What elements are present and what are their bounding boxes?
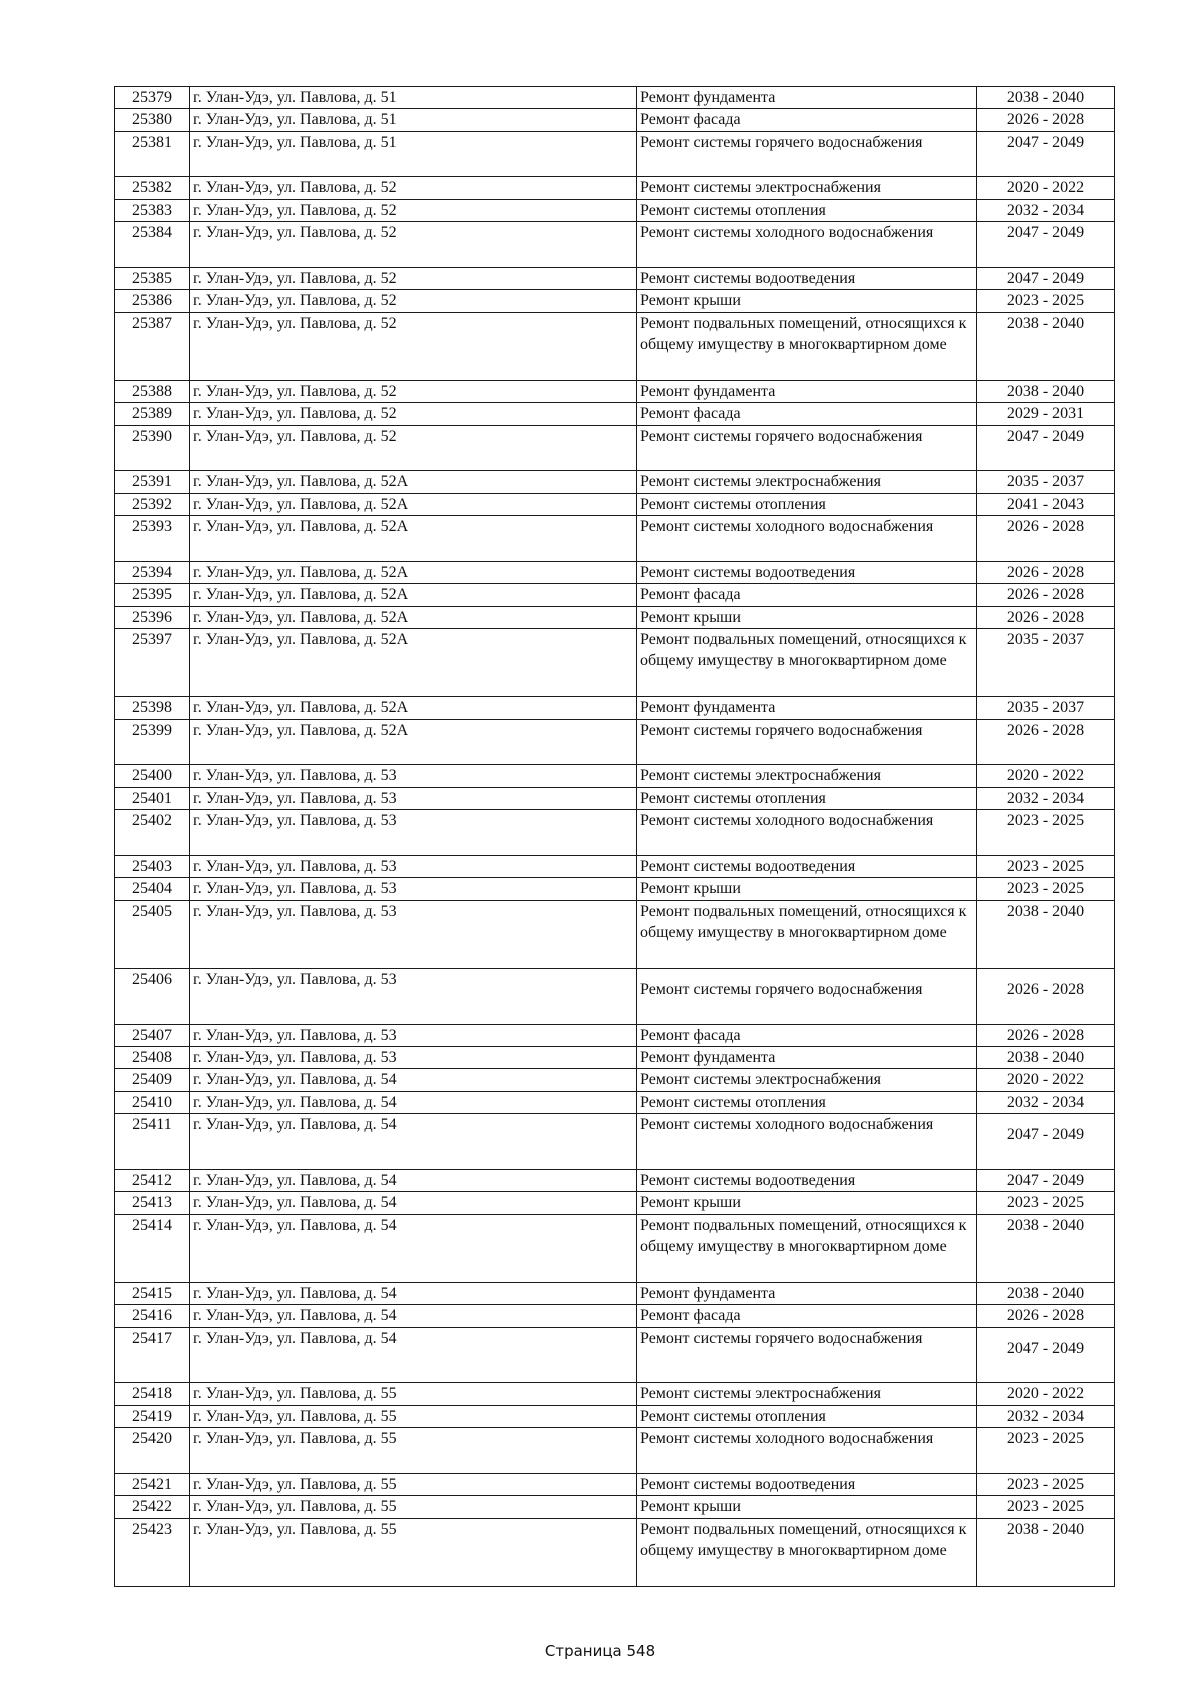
period-cell: 2023 - 2025: [977, 1473, 1115, 1495]
work-type-cell: Ремонт системы электроснабжения: [637, 1069, 977, 1091]
table-row: [115, 403, 1115, 425]
row-id-cell: 25418: [115, 1383, 190, 1405]
row-id-cell: 25419: [115, 1405, 190, 1427]
row-id-cell: 25389: [115, 403, 190, 425]
period-cell: 2032 - 2034: [977, 1405, 1115, 1427]
row-id-cell: 25421: [115, 1473, 190, 1495]
table-row: [115, 584, 1115, 606]
table-row: [115, 1283, 1115, 1305]
page-number: Страница 548: [544, 1642, 656, 1660]
address-cell: г. Улан-Удэ, ул. Павлова, д. 55: [190, 1518, 637, 1586]
row-id-cell: 25405: [115, 900, 190, 968]
period-cell: 2026 - 2028: [977, 561, 1115, 583]
work-type-cell: Ремонт системы отопления: [637, 1405, 977, 1427]
address-cell: г. Улан-Удэ, ул. Павлова, д. 52: [190, 222, 637, 268]
repair-schedule-table: [114, 86, 1115, 1587]
address-cell: г. Улан-Удэ, ул. Павлова, д. 52: [190, 267, 637, 289]
row-id-cell: 25386: [115, 290, 190, 312]
period-cell: 2032 - 2034: [977, 1091, 1115, 1113]
period-cell: 2020 - 2022: [977, 1069, 1115, 1091]
row-id-cell: 25382: [115, 177, 190, 199]
period-cell: 2032 - 2034: [977, 787, 1115, 809]
period-cell: 2038 - 2040: [977, 1047, 1115, 1069]
work-type-cell: Ремонт системы отопления: [637, 199, 977, 221]
row-id-cell: 25414: [115, 1214, 190, 1282]
table-row: [115, 471, 1115, 493]
address-cell: г. Улан-Удэ, ул. Павлова, д. 52А: [190, 606, 637, 628]
row-id-cell: 25391: [115, 471, 190, 493]
table-row: [115, 1405, 1115, 1427]
address-cell: г. Улан-Удэ, ул. Павлова, д. 53: [190, 810, 637, 856]
work-type-cell: Ремонт системы водоотведения: [637, 855, 977, 877]
table-row: [115, 290, 1115, 312]
period-cell: 2026 - 2028: [977, 606, 1115, 628]
work-type-cell: Ремонт системы водоотведения: [637, 1169, 977, 1191]
address-cell: г. Улан-Удэ, ул. Павлова, д. 52А: [190, 516, 637, 562]
table-row: [115, 1383, 1115, 1405]
work-type-cell: Ремонт фасада: [637, 403, 977, 425]
address-cell: г. Улан-Удэ, ул. Павлова, д. 54: [190, 1214, 637, 1282]
address-cell: г. Улан-Удэ, ул. Павлова, д. 51: [190, 87, 637, 109]
table-body: [115, 87, 1115, 1587]
address-cell: г. Улан-Удэ, ул. Павлова, д. 54: [190, 1327, 637, 1383]
table-row: [115, 177, 1115, 199]
address-cell: г. Улан-Удэ, ул. Павлова, д. 54: [190, 1305, 637, 1327]
table-row: [115, 425, 1115, 471]
address-cell: г. Улан-Удэ, ул. Павлова, д. 52А: [190, 493, 637, 515]
address-cell: г. Улан-Удэ, ул. Павлова, д. 51: [190, 131, 637, 177]
address-cell: г. Улан-Удэ, ул. Павлова, д. 52: [190, 177, 637, 199]
address-cell: г. Улан-Удэ, ул. Павлова, д. 54: [190, 1169, 637, 1191]
work-type-cell: Ремонт системы горячего водоснабжения: [637, 131, 977, 177]
row-id-cell: 25387: [115, 312, 190, 380]
row-id-cell: 25384: [115, 222, 190, 268]
table-row: [115, 1428, 1115, 1474]
period-cell: 2023 - 2025: [977, 855, 1115, 877]
row-id-cell: 25420: [115, 1428, 190, 1474]
period-cell: 2041 - 2043: [977, 493, 1115, 515]
work-type-cell: Ремонт подвальных помещений, относящихся к общему имуществу в многоквартирном доме: [637, 900, 977, 968]
row-id-cell: 25383: [115, 199, 190, 221]
row-id-cell: 25402: [115, 810, 190, 856]
work-type-cell: Ремонт фундамента: [637, 87, 977, 109]
address-cell: г. Улан-Удэ, ул. Павлова, д. 55: [190, 1383, 637, 1405]
work-type-cell: Ремонт системы горячего водоснабжения: [637, 969, 977, 1025]
work-type-cell: Ремонт крыши: [637, 606, 977, 628]
table-row: [115, 1305, 1115, 1327]
period-cell: 2020 - 2022: [977, 765, 1115, 787]
work-type-cell: Ремонт системы холодного водоснабжения: [637, 516, 977, 562]
period-cell: 2047 - 2049: [977, 222, 1115, 268]
address-cell: г. Улан-Удэ, ул. Павлова, д. 52А: [190, 471, 637, 493]
period-cell: 2038 - 2040: [977, 1214, 1115, 1282]
table-row: [115, 222, 1115, 268]
address-cell: г. Улан-Удэ, ул. Павлова, д. 54: [190, 1069, 637, 1091]
period-cell: 2023 - 2025: [977, 290, 1115, 312]
work-type-cell: Ремонт фундамента: [637, 381, 977, 403]
address-cell: г. Улан-Удэ, ул. Павлова, д. 52: [190, 199, 637, 221]
row-id-cell: 25395: [115, 584, 190, 606]
table-row: [115, 561, 1115, 583]
work-type-cell: Ремонт фундамента: [637, 697, 977, 719]
row-id-cell: 25406: [115, 969, 190, 1025]
table-row: [115, 1047, 1115, 1069]
row-id-cell: 25390: [115, 425, 190, 471]
table-row: [115, 606, 1115, 628]
row-id-cell: 25403: [115, 855, 190, 877]
address-cell: г. Улан-Удэ, ул. Павлова, д. 52: [190, 403, 637, 425]
period-cell: 2026 - 2028: [977, 969, 1115, 1025]
period-cell: 2047 - 2049: [977, 425, 1115, 471]
address-cell: г. Улан-Удэ, ул. Павлова, д. 55: [190, 1473, 637, 1495]
work-type-cell: Ремонт системы водоотведения: [637, 561, 977, 583]
work-type-cell: Ремонт системы электроснабжения: [637, 765, 977, 787]
work-type-cell: Ремонт крыши: [637, 290, 977, 312]
table-row: [115, 969, 1115, 1025]
period-cell: 2026 - 2028: [977, 1305, 1115, 1327]
address-cell: г. Улан-Удэ, ул. Павлова, д. 52А: [190, 561, 637, 583]
period-cell: 2047 - 2049: [977, 1169, 1115, 1191]
table-row: [115, 381, 1115, 403]
address-cell: г. Улан-Удэ, ул. Павлова, д. 53: [190, 787, 637, 809]
row-id-cell: 25410: [115, 1091, 190, 1113]
address-cell: г. Улан-Удэ, ул. Павлова, д. 52: [190, 290, 637, 312]
period-cell: 2047 - 2049: [977, 131, 1115, 177]
period-cell: 2023 - 2025: [977, 1192, 1115, 1214]
work-type-cell: Ремонт фасада: [637, 1024, 977, 1046]
row-id-cell: 25392: [115, 493, 190, 515]
table-row: [115, 1169, 1115, 1191]
table-row: [115, 516, 1115, 562]
row-id-cell: 25416: [115, 1305, 190, 1327]
address-cell: г. Улан-Удэ, ул. Павлова, д. 52: [190, 312, 637, 380]
period-cell: 2035 - 2037: [977, 471, 1115, 493]
row-id-cell: 25400: [115, 765, 190, 787]
row-id-cell: 25417: [115, 1327, 190, 1383]
work-type-cell: Ремонт подвальных помещений, относящихся к общему имуществу в многоквартирном доме: [637, 629, 977, 697]
table-row: [115, 312, 1115, 380]
row-id-cell: 25385: [115, 267, 190, 289]
table-row: [115, 493, 1115, 515]
address-cell: г. Улан-Удэ, ул. Павлова, д. 51: [190, 109, 637, 131]
work-type-cell: Ремонт системы отопления: [637, 493, 977, 515]
table-row: [115, 697, 1115, 719]
address-cell: г. Улан-Удэ, ул. Павлова, д. 54: [190, 1114, 637, 1170]
work-type-cell: Ремонт крыши: [637, 1496, 977, 1518]
table-row: [115, 1496, 1115, 1518]
table-row: [115, 1024, 1115, 1046]
table-row: [115, 1091, 1115, 1113]
work-type-cell: Ремонт фасада: [637, 109, 977, 131]
address-cell: г. Улан-Удэ, ул. Павлова, д. 53: [190, 878, 637, 900]
period-cell: 2047 - 2049: [977, 267, 1115, 289]
period-cell: 2038 - 2040: [977, 900, 1115, 968]
period-cell: 2026 - 2028: [977, 516, 1115, 562]
row-id-cell: 25398: [115, 697, 190, 719]
period-cell: 2029 - 2031: [977, 403, 1115, 425]
period-cell: 2047 - 2049: [977, 1327, 1115, 1383]
table-row: [115, 787, 1115, 809]
address-cell: г. Улан-Удэ, ул. Павлова, д. 55: [190, 1428, 637, 1474]
work-type-cell: Ремонт системы горячего водоснабжения: [637, 719, 977, 765]
table-row: [115, 878, 1115, 900]
row-id-cell: 25388: [115, 381, 190, 403]
work-type-cell: Ремонт системы электроснабжения: [637, 177, 977, 199]
address-cell: г. Улан-Удэ, ул. Павлова, д. 52: [190, 425, 637, 471]
table-row: [115, 1192, 1115, 1214]
address-cell: г. Улан-Удэ, ул. Павлова, д. 52А: [190, 697, 637, 719]
work-type-cell: Ремонт фундамента: [637, 1047, 977, 1069]
period-cell: 2023 - 2025: [977, 1496, 1115, 1518]
work-type-cell: Ремонт подвальных помещений, относящихся к общему имуществу в многоквартирном доме: [637, 1214, 977, 1282]
table-row: [115, 1069, 1115, 1091]
work-type-cell: Ремонт системы электроснабжения: [637, 1383, 977, 1405]
period-cell: 2035 - 2037: [977, 697, 1115, 719]
work-type-cell: Ремонт фасада: [637, 584, 977, 606]
period-cell: 2047 - 2049: [977, 1114, 1115, 1170]
period-cell: 2035 - 2037: [977, 629, 1115, 697]
row-id-cell: 25380: [115, 109, 190, 131]
row-id-cell: 25423: [115, 1518, 190, 1586]
work-type-cell: Ремонт системы холодного водоснабжения: [637, 1428, 977, 1474]
work-type-cell: Ремонт системы холодного водоснабжения: [637, 222, 977, 268]
address-cell: г. Улан-Удэ, ул. Павлова, д. 54: [190, 1192, 637, 1214]
row-id-cell: 25412: [115, 1169, 190, 1191]
table-row: [115, 1114, 1115, 1170]
work-type-cell: Ремонт системы холодного водоснабжения: [637, 810, 977, 856]
address-cell: г. Улан-Удэ, ул. Павлова, д. 53: [190, 1047, 637, 1069]
period-cell: 2020 - 2022: [977, 1383, 1115, 1405]
address-cell: г. Улан-Удэ, ул. Павлова, д. 53: [190, 969, 637, 1025]
address-cell: г. Улан-Удэ, ул. Павлова, д. 52А: [190, 719, 637, 765]
work-type-cell: Ремонт фасада: [637, 1305, 977, 1327]
period-cell: 2023 - 2025: [977, 1428, 1115, 1474]
table-row: [115, 629, 1115, 697]
table-row: [115, 109, 1115, 131]
period-cell: 2026 - 2028: [977, 719, 1115, 765]
row-id-cell: 25415: [115, 1283, 190, 1305]
table-row: [115, 810, 1115, 856]
row-id-cell: 25407: [115, 1024, 190, 1046]
table-row: [115, 1473, 1115, 1495]
period-cell: 2038 - 2040: [977, 312, 1115, 380]
address-cell: г. Улан-Удэ, ул. Павлова, д. 55: [190, 1496, 637, 1518]
work-type-cell: Ремонт подвальных помещений, относящихся к общему имуществу в многоквартирном доме: [637, 312, 977, 380]
period-cell: 2038 - 2040: [977, 87, 1115, 109]
address-cell: г. Улан-Удэ, ул. Павлова, д. 54: [190, 1283, 637, 1305]
row-id-cell: 25394: [115, 561, 190, 583]
work-type-cell: Ремонт подвальных помещений, относящихся к общему имуществу в многоквартирном доме: [637, 1518, 977, 1586]
work-type-cell: Ремонт системы холодного водоснабжения: [637, 1114, 977, 1170]
table-row: [115, 1327, 1115, 1383]
row-id-cell: 25404: [115, 878, 190, 900]
period-cell: 2026 - 2028: [977, 584, 1115, 606]
work-type-cell: Ремонт системы отопления: [637, 787, 977, 809]
table-row: [115, 199, 1115, 221]
period-cell: 2026 - 2028: [977, 109, 1115, 131]
address-cell: г. Улан-Удэ, ул. Павлова, д. 53: [190, 900, 637, 968]
work-type-cell: Ремонт системы горячего водоснабжения: [637, 1327, 977, 1383]
table-row: [115, 131, 1115, 177]
period-cell: 2020 - 2022: [977, 177, 1115, 199]
row-id-cell: 25397: [115, 629, 190, 697]
address-cell: г. Улан-Удэ, ул. Павлова, д. 55: [190, 1405, 637, 1427]
row-id-cell: 25399: [115, 719, 190, 765]
address-cell: г. Улан-Удэ, ул. Павлова, д. 53: [190, 765, 637, 787]
table-row: [115, 1214, 1115, 1282]
table-row: [115, 1518, 1115, 1586]
table-row: [115, 87, 1115, 109]
work-type-cell: Ремонт системы горячего водоснабжения: [637, 425, 977, 471]
row-id-cell: 25381: [115, 131, 190, 177]
address-cell: г. Улан-Удэ, ул. Павлова, д. 53: [190, 855, 637, 877]
table-row: [115, 719, 1115, 765]
period-cell: 2038 - 2040: [977, 381, 1115, 403]
address-cell: г. Улан-Удэ, ул. Павлова, д. 52: [190, 381, 637, 403]
row-id-cell: 25409: [115, 1069, 190, 1091]
address-cell: г. Улан-Удэ, ул. Павлова, д. 53: [190, 1024, 637, 1046]
work-type-cell: Ремонт системы водоотведения: [637, 267, 977, 289]
row-id-cell: 25396: [115, 606, 190, 628]
period-cell: 2032 - 2034: [977, 199, 1115, 221]
row-id-cell: 25408: [115, 1047, 190, 1069]
table-row: [115, 267, 1115, 289]
work-type-cell: Ремонт системы отопления: [637, 1091, 977, 1113]
work-type-cell: Ремонт фундамента: [637, 1283, 977, 1305]
row-id-cell: 25401: [115, 787, 190, 809]
period-cell: 2023 - 2025: [977, 810, 1115, 856]
period-cell: 2038 - 2040: [977, 1283, 1115, 1305]
period-cell: 2026 - 2028: [977, 1024, 1115, 1046]
work-type-cell: Ремонт крыши: [637, 1192, 977, 1214]
row-id-cell: 25393: [115, 516, 190, 562]
table-row: [115, 855, 1115, 877]
row-id-cell: 25411: [115, 1114, 190, 1170]
address-cell: г. Улан-Удэ, ул. Павлова, д. 52А: [190, 584, 637, 606]
work-type-cell: Ремонт крыши: [637, 878, 977, 900]
row-id-cell: 25379: [115, 87, 190, 109]
table-row: [115, 900, 1115, 968]
work-type-cell: Ремонт системы водоотведения: [637, 1473, 977, 1495]
work-type-cell: Ремонт системы электроснабжения: [637, 471, 977, 493]
table-row: [115, 765, 1115, 787]
period-cell: 2038 - 2040: [977, 1518, 1115, 1586]
row-id-cell: 25413: [115, 1192, 190, 1214]
period-cell: 2023 - 2025: [977, 878, 1115, 900]
address-cell: г. Улан-Удэ, ул. Павлова, д. 52А: [190, 629, 637, 697]
row-id-cell: 25422: [115, 1496, 190, 1518]
address-cell: г. Улан-Удэ, ул. Павлова, д. 54: [190, 1091, 637, 1113]
